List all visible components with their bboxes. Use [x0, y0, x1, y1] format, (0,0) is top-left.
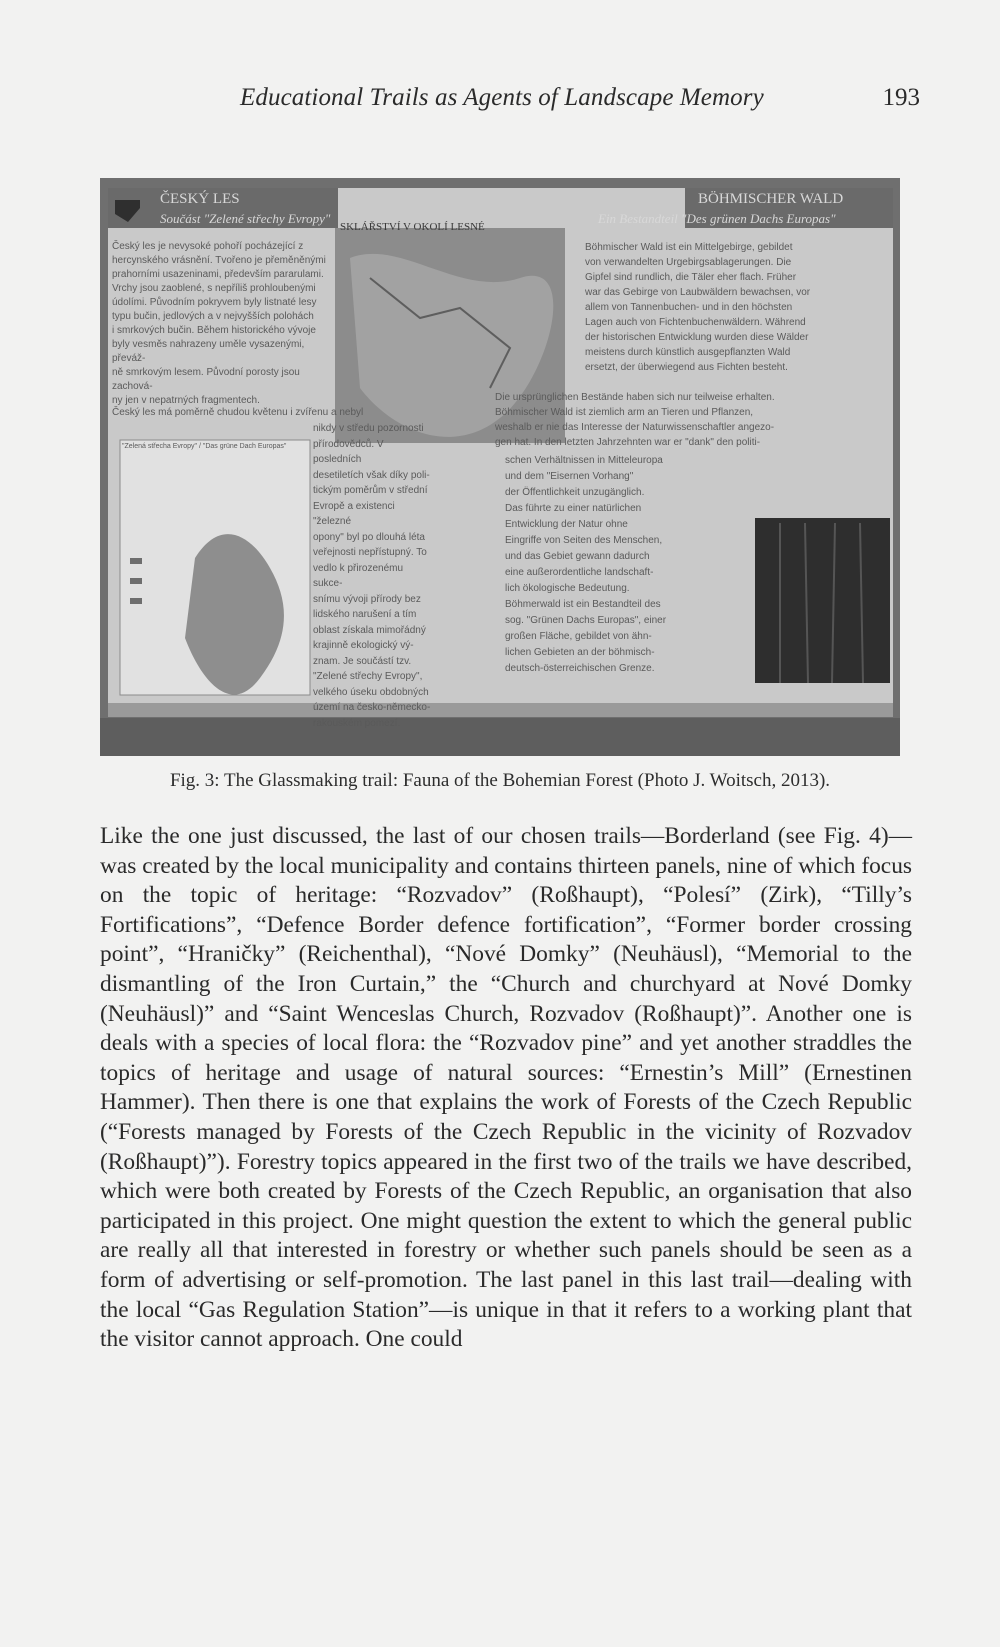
board-right-text-1: Böhmischer Wald ist ein Mittelgebirge, gebildet von verwandelten Urgebirgsablagerungen. Die Gipfel sind rundlich, die Täler eher flach. Früher war das Gebirge von Laubwäldern bewachsen, vor allem von Tannenbuchen- und in den höchsten Lagen auch von Fichtenbuchenwäldern. Während der historischen Entwicklung wurden diese Wälder meistens durch künstlich ausgepflanzten Wald ersetzt, der überwiegend aus Fichten besteht. [585, 242, 811, 373]
board-left-text-1: Český les je nevysoké pohoří pocházející z hercynského vrásnění. Tvořeno je přeměněnými prahorními usazeninami, především pararulami. Vrchy jsou zaoblené, s nepříliš prohloubenými údolími. Původním pokryvem byly listnaté lesy typu bučin, jedlových a v nejvyšších polohách i smrkových bučin. Během historického vývoje byly vesměs nahrazeny uměle vysazenými, převáž- ně smrkovým lesem. Původní porosty jsou zachová- ny jen v nepatrných fragmentech. [112, 241, 326, 406]
figure-photo [100, 178, 900, 756]
board-right-heading: BÖHMISCHER WALD [698, 191, 844, 207]
board-left-heading: ČESKÝ LES [160, 191, 240, 207]
body-paragraph: Like the one just discussed, the last of our chosen trails—Borderland (see Fig. 4)—was created by the local municipality and contains thirteen panels, nine of which focus on the topic of heritage: “Rozvadov” (Roßhaupt), “Polesí” (Zirk), “Tilly’s Fortifications”, “Defence Border defence fortification”, “Former border crossing point”, “Hraničky” (Reichenthal), “Nové Domky” (Neuhäusl), “Memorial to the dismantling of the Iron Curtain,” the “Church and churchyard at Nové Domky (Neuhäusl)” and “Saint Wenceslas Church, Rozvadov (Roßhaupt)”. Another one is deals with a species of local flora: the “Rozvadov pine” and yet another straddles the topics of heritage and usage of natural sources: “Ernestin’s Mill” (Ernestinen Hammer). Then there is one that explains the work of Forests of the Czech Republic (“Forests managed by Forests of the Czech Republic in the vicinity of Rozvadov (Roßhaupt)”). Forestry topics appeared in the first two of the trails we have described, which were both created by Forests of the Czech Republic, an organisation that also participated in this project. One might question the extent to which the general public are really all that interested in forestry or whether such panels should be seen as a form of advertising or self-promotion. The last panel in this last trail—dealing with the local “Gas Regulation Station”—is unique in that it refers to a working plant that the visitor cannot approach. One could [100, 823, 912, 1353]
board-left-text-2: Český les má poměrně chudou květenu i zvířenu a nebyl [112, 407, 364, 418]
running-head [240, 84, 920, 118]
board-right-subheading: Ein Bestandteil "Des grünen Dachs Europas" [598, 211, 836, 226]
figure-caption: Fig. 3: The Glassmaking trail: Fauna of the Bohemian Forest (Photo J. Woitsch, 2013). [169, 770, 831, 791]
board-left-subheading: Součást "Zelené střechy Evropy" [160, 211, 331, 226]
running-title: Educational Trails as Agents of Landscape Memory [240, 84, 764, 111]
board-right-text-3: schen Verhältnissen in Mitteleuropa und dem "Eisernen Vorhang" der Öffentlichkeit unzugänglich. Das führte zu einer natürlichen Entwicklung der Natur ohne Eingriffe von Seiten des Menschen, und das Gebiet gewann dadurch eine außerordentliche landschaft- lich ökologische Bedeutung. Böhmerwald ist ein Bestandteil des sog. "Grünen Dachs Europas", einer großen Fläche, gebildet von ähn- lichen Gebieten an der böhmisch- deutsch-österreichischen Grenze. [505, 455, 667, 674]
board-inset-title: "Zelená střecha Evropy" / "Das grüne Dach Europas" [122, 443, 287, 450]
board-map-heading: SKLÁŘSTVÍ V OKOLÍ LESNÉ [340, 221, 485, 233]
board-right-text-2: Die ursprünglichen Bestände haben sich nur teilweise erhalten. Böhmischer Wald ist ziemlich arm an Tieren und Pflanzen, weshalb er nie das Interesse der Naturwissenschaftler angezo- gen hat. In den letzten Jahrzehnten war er "dank" den politi- [495, 392, 775, 448]
page-number: 193 [882, 84, 920, 111]
board-left-text-3: nikdy v středu pozornosti přírodovědců. V posledních desetiletích však díky poli- tickým poměrům v střední Evropě a existenci "železné opony" byl po dlouhá léta veřejnosti nepřístupný. To vedlo k přirozenému sukce- snímu vývoji přírody bez lidského narušení a tím oblast získala mimořádný krajinně ekologický vý- znam. Je součástí tzv. "Zelené střechy Evropy", velkého úseku obdobných území na česko-německo- rakouském pomezí. [313, 423, 431, 729]
